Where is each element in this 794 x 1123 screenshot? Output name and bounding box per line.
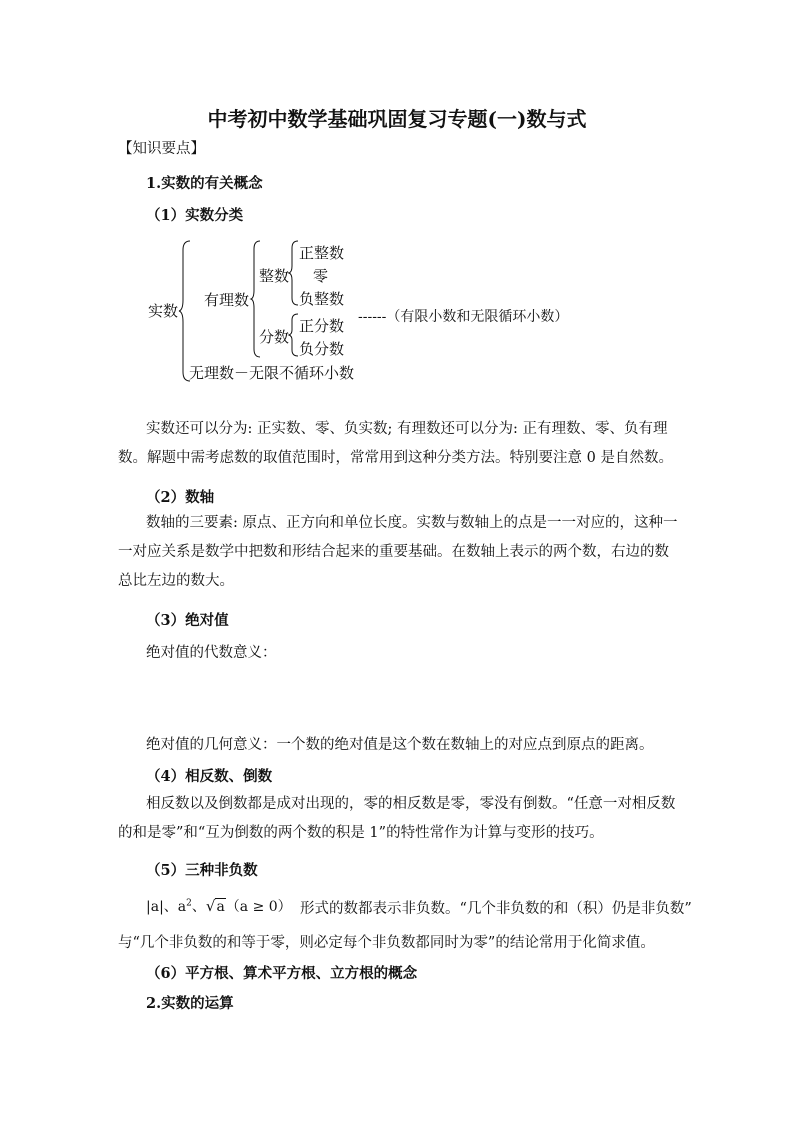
heading-real-number-classification: （1）实数分类 <box>146 207 244 224</box>
tree-finite-decimal-note: ------（有限小数和无限循环小数） <box>358 309 569 325</box>
absolute-value-algebraic: 绝对值的代数意义： <box>146 645 277 661</box>
formula-square-exponent: 2 <box>186 898 192 909</box>
tree-irrational-label: 无理数－无限不循环小数 <box>189 364 355 382</box>
tree-root-label: 实数 <box>148 302 179 320</box>
formula-sep: 、 <box>191 899 206 915</box>
absolute-value-geometric: 绝对值的几何意义：一个数的绝对值是这个数在数轴上的对应点到原点的距离。 <box>146 737 654 753</box>
formula-square-base: a <box>177 899 187 915</box>
classification-paragraph: 实数还可以分为: 正实数、零、负实数; 有理数还可以分为: 正有理数、零、负有理数。解题中需考虑数的取值范围时，常常用到这种分类方法。特别要注意 0 是自然数。 <box>118 421 673 466</box>
heading-absolute-value: （3）绝对值 <box>146 612 229 629</box>
tree-rational-label: 有理数 <box>204 291 250 309</box>
tree-zero: 零 <box>313 267 329 285</box>
heading-three-nonnegatives: （5）三种非负数 <box>146 862 258 879</box>
sqrt-icon: √ <box>205 897 216 915</box>
heading-opposite-reciprocal: （4）相反数、倒数 <box>146 768 273 785</box>
heading-real-number-concepts: 1.实数的有关概念 <box>146 175 263 192</box>
opposite-reciprocal-paragraph: 相反数以及倒数都是成对出现的，零的相反数是零，零没有倒数。“任意一对相反数的和是零”和“互为倒数的两个数的积是 1”的特性常作为计算与变形的技巧。 <box>118 796 676 841</box>
tree-positive-integer: 正整数 <box>299 244 345 262</box>
nonnegative-text-line1: 形式的数都表示非负数。“几个非负数的和（积）仍是非负数” <box>300 901 692 917</box>
nonnegative-formula <box>146 896 292 916</box>
left-brace-icon <box>289 240 299 306</box>
formula-sqrt-arg: a <box>216 899 225 915</box>
tree-negative-fraction: 负分数 <box>299 340 345 358</box>
heading-number-line: （2）数轴 <box>146 489 215 506</box>
left-brace-icon <box>179 240 191 382</box>
page-title: 中考初中数学基础巩固复习专题(一)数与式 <box>207 107 587 131</box>
tree-integer-label: 整数 <box>259 267 290 285</box>
left-brace-icon <box>289 313 299 357</box>
tree-negative-integer: 负整数 <box>299 290 345 308</box>
section-tag: 【知识要点】 <box>118 141 205 157</box>
tree-fraction-label: 分数 <box>259 328 290 346</box>
heading-real-number-operations: 2.实数的运算 <box>146 995 234 1012</box>
tree-positive-fraction: 正分数 <box>299 317 345 335</box>
heading-roots-concepts: （6）平方根、算术平方根、立方根的概念 <box>146 965 418 982</box>
formula-condition: （a ≥ 0） <box>225 899 292 915</box>
nonnegative-text-line2: 与“几个非负数的和等于零，则必定每个非负数都同时为零”的结论常用于化简求值。 <box>118 935 655 951</box>
number-line-paragraph: 数轴的三要素: 原点、正方向和单位长度。实数与数轴上的点是一一对应的，这种一一对应关系是数学中把数和形结合起来的重要基础。在数轴上表示的两个数，右边的数总比左边的数大。 <box>118 515 678 589</box>
formula-abs: |a|、 <box>146 899 178 915</box>
